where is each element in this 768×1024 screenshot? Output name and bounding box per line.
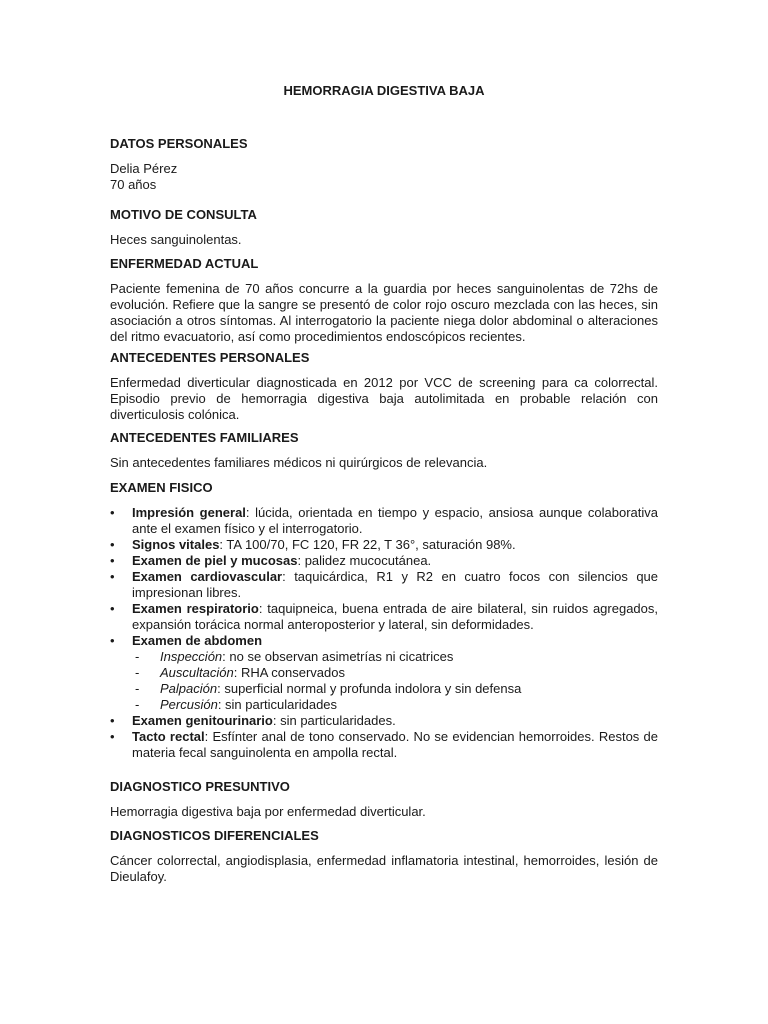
section-antecedentes-familiares — [110, 430, 658, 471]
section-antecedentes-personales — [110, 350, 658, 423]
enfermedad-text: Paciente femenina de 70 años concurre a la guardia por heces sanguinolentas de 72hs de evolución. Refiere que la sangre se presentó de color rojo oscuro mezclada con las heces, sin asociación a otros síntomas. Al interrogatorio la paciente niega dolor abdominal o alteraciones del ritmo evacuatorio, así como procedimientos endoscópicos recientes. — [110, 281, 658, 344]
section-diferenciales — [110, 828, 658, 885]
list-item: • Examen de piel y mucosas: palidez mucocutánea. — [110, 553, 658, 569]
diferenciales-text: Cáncer colorrectal, angiodisplasia, enfermedad inflamatoria intestinal, hemorroides, lesión de Dieulafoy. — [110, 853, 658, 884]
patient-age: 70 años — [110, 177, 157, 192]
section-diagnostico — [110, 779, 658, 820]
motivo-text: Heces sanguinolentas. — [110, 232, 242, 247]
patient-name: Delia Pérez — [110, 161, 178, 176]
list-item: • Examen cardiovascular: taquicárdica, R1 y R2 en cuatro focos con silencios que impresionan libres. — [110, 569, 658, 601]
heading-antecedentes-personales: ANTECEDENTES PERSONALES — [110, 350, 310, 365]
antecedentes-personales-text: Enfermedad diverticular diagnosticada en 2012 por VCC de screening para ca colorrectal. Episodio previo de hemorragia digestiva baja autolimitada en probable relación con diverticulosis colónica. — [110, 375, 658, 422]
section-motivo — [110, 207, 658, 248]
document-title: HEMORRAGIA DIGESTIVA BAJA — [283, 83, 485, 98]
section-examen-fisico — [110, 480, 658, 761]
sub-list-item: - Percusión: sin particularidades — [132, 697, 658, 713]
heading-examen-fisico: EXAMEN FISICO — [110, 480, 213, 495]
abdomen-sublist — [132, 649, 658, 713]
heading-motivo: MOTIVO DE CONSULTA — [110, 207, 257, 222]
heading-diagnostico: DIAGNOSTICO PRESUNTIVO — [110, 779, 290, 794]
section-datos-personales — [110, 136, 658, 193]
list-item: • Examen respiratorio: taquipneica, buena entrada de aire bilateral, sin ruidos agregados, expansión torácica normal anteroposterior y lateral, sin deformidades. — [110, 601, 658, 633]
diagnostico-text: Hemorragia digestiva baja por enfermedad diverticular. — [110, 804, 426, 819]
heading-enfermedad-actual: ENFERMEDAD ACTUAL — [110, 256, 259, 271]
list-item: • Signos vitales: TA 100/70, FC 120, FR 22, T 36°, saturación 98%. — [110, 537, 658, 553]
list-item: • Examen de abdomen - Inspección: no se observan asimetrías ni cicatrices - Auscultación: RHA conservados - Palpación: superficial normal y profunda indolora y sin defensa - Percusión: sin particularidades — [110, 633, 658, 713]
examen-list — [110, 505, 658, 761]
heading-diferenciales: DIAGNOSTICOS DIFERENCIALES — [110, 828, 319, 843]
list-item: • Impresión general: lúcida, orientada en tiempo y espacio, ansiosa aunque colaborativa ante el examen físico y el interrogatorio. — [110, 505, 658, 537]
list-item: • Examen genitourinario: sin particularidades. — [110, 713, 658, 729]
antecedentes-familiares-text: Sin antecedentes familiares médicos ni quirúrgicos de relevancia. — [110, 455, 488, 470]
heading-datos-personales: DATOS PERSONALES — [110, 136, 248, 151]
list-item: • Tacto rectal: Esfínter anal de tono conservado. No se evidencian hemorroides. Restos de materia fecal sanguinolenta en ampolla rectal. — [110, 729, 658, 761]
sub-list-item: - Inspección: no se observan asimetrías ni cicatrices — [132, 649, 658, 665]
sub-list-item: - Palpación: superficial normal y profunda indolora y sin defensa — [132, 681, 658, 697]
sub-list-item: - Auscultación: RHA conservados — [132, 665, 658, 681]
heading-antecedentes-familiares: ANTECEDENTES FAMILIARES — [110, 430, 299, 445]
section-enfermedad-actual — [110, 256, 658, 345]
